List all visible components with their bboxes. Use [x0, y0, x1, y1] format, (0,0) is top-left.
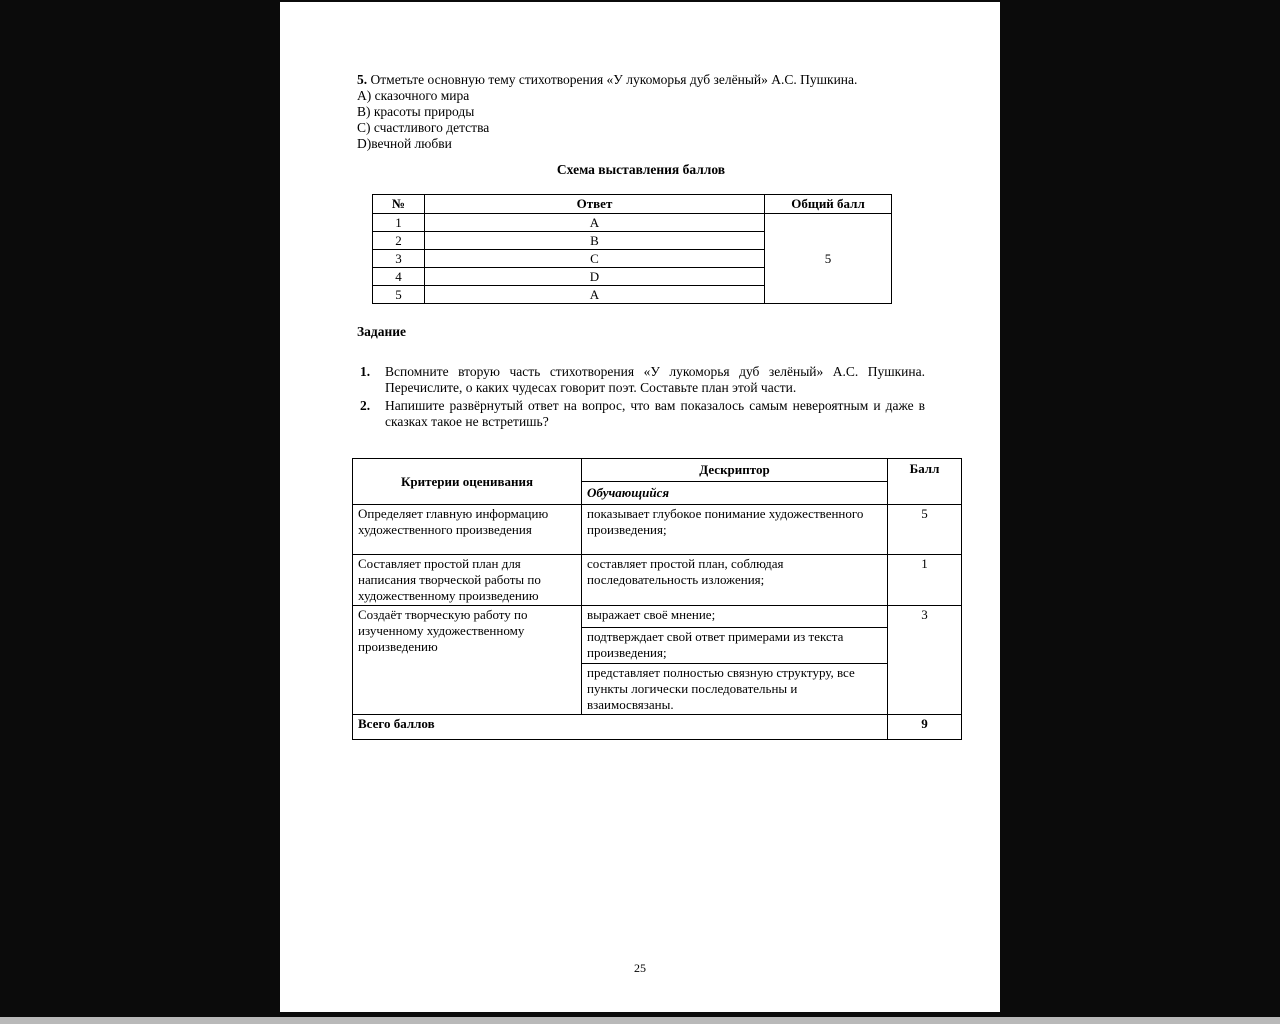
descriptor-cell: составляет простой план, соблюдая последовательность изложения; — [582, 555, 888, 606]
answer-num-cell: 4 — [373, 268, 425, 286]
task-item-number: 1. — [360, 364, 371, 379]
question-5-option-d: D)вечной любви — [357, 136, 452, 151]
question-5-number: 5. — [357, 72, 368, 87]
answer-value-cell: А — [425, 214, 765, 232]
question-5-option-b: В) красоты природы — [357, 104, 475, 119]
bottom-strip — [0, 1017, 1280, 1024]
answers-header-num: № — [373, 195, 425, 214]
answer-value-cell: В — [425, 232, 765, 250]
answer-num-cell: 1 — [373, 214, 425, 232]
task-item-number: 2. — [360, 398, 371, 413]
criterion-cell: Создаёт творческую работу по изученному художественному произведению — [353, 606, 582, 715]
criteria-header-criteria: Критерии оценивания — [353, 459, 582, 505]
criteria-header-learner: Обучающийся — [582, 482, 888, 505]
criteria-header-score: Балл — [888, 459, 962, 505]
answer-value-cell: А — [425, 286, 765, 304]
answers-table — [372, 194, 892, 304]
score-cell: 1 — [888, 555, 962, 606]
page-content — [280, 2, 1000, 740]
total-label-cell: Всего баллов — [353, 715, 888, 740]
table-row — [353, 505, 962, 555]
table-row — [353, 606, 962, 628]
descriptor-cell: показывает глубокое понимание художественного произведения; — [582, 505, 888, 555]
score-cell: 3 — [888, 606, 962, 715]
criterion-cell: Составляет простой план для написания творческой работы по художественному произведению — [353, 555, 582, 606]
descriptor-cell: подтверждает свой ответ примерами из текста произведения; — [582, 628, 888, 664]
list-item — [357, 398, 925, 430]
task-heading: Задание — [357, 324, 407, 339]
answer-num-cell: 2 — [373, 232, 425, 250]
total-score-cell: 9 — [888, 715, 962, 740]
task-item-text: Вспомните вторую часть стихотворения «У лукоморья дуб зелёный» А.С. Пушкина. Перечислите, о каких чудесах говорит поэт. Составьте план этой части. — [385, 364, 925, 395]
score-cell: 5 — [888, 505, 962, 555]
answer-num-cell: 3 — [373, 250, 425, 268]
task-item-text: Напишите развёрнутый ответ на вопрос, что вам показалось самым невероятным и даже в сказках такое не встретишь? — [385, 398, 925, 429]
criteria-header-descriptor: Дескриптор — [582, 459, 888, 482]
question-5 — [357, 72, 925, 88]
question-5-option-c: С) счастливого детства — [357, 120, 490, 135]
answers-header-total: Общий балл — [765, 195, 892, 214]
criterion-cell: Определяет главную информацию художественного произведения — [353, 505, 582, 555]
criteria-total-row — [353, 715, 962, 740]
descriptor-cell: представляет полностью связную структуру, все пункты логически последовательны и взаимосвязаны. — [582, 664, 888, 715]
task-list — [357, 364, 925, 430]
answer-value-cell: С — [425, 250, 765, 268]
answers-header-answer: Ответ — [425, 195, 765, 214]
answer-num-cell: 5 — [373, 286, 425, 304]
document-page — [280, 2, 1000, 1012]
scheme-title: Схема выставления баллов — [556, 162, 726, 177]
descriptor-cell: выражает своё мнение; — [582, 606, 888, 628]
question-5-text: Отметьте основную тему стихотворения «У лукоморья дуб зелёный» А.С. Пушкина. — [367, 72, 858, 87]
list-item — [357, 364, 925, 396]
criteria-header-row — [353, 459, 962, 482]
page-number: 25 — [634, 961, 646, 975]
table-row — [373, 214, 892, 232]
answers-total-cell: 5 — [765, 214, 892, 304]
criteria-table — [352, 458, 962, 740]
table-row — [353, 555, 962, 606]
question-5-option-a: А) сказочного мира — [357, 88, 470, 103]
answers-header-row — [373, 195, 892, 214]
answer-value-cell: D — [425, 268, 765, 286]
